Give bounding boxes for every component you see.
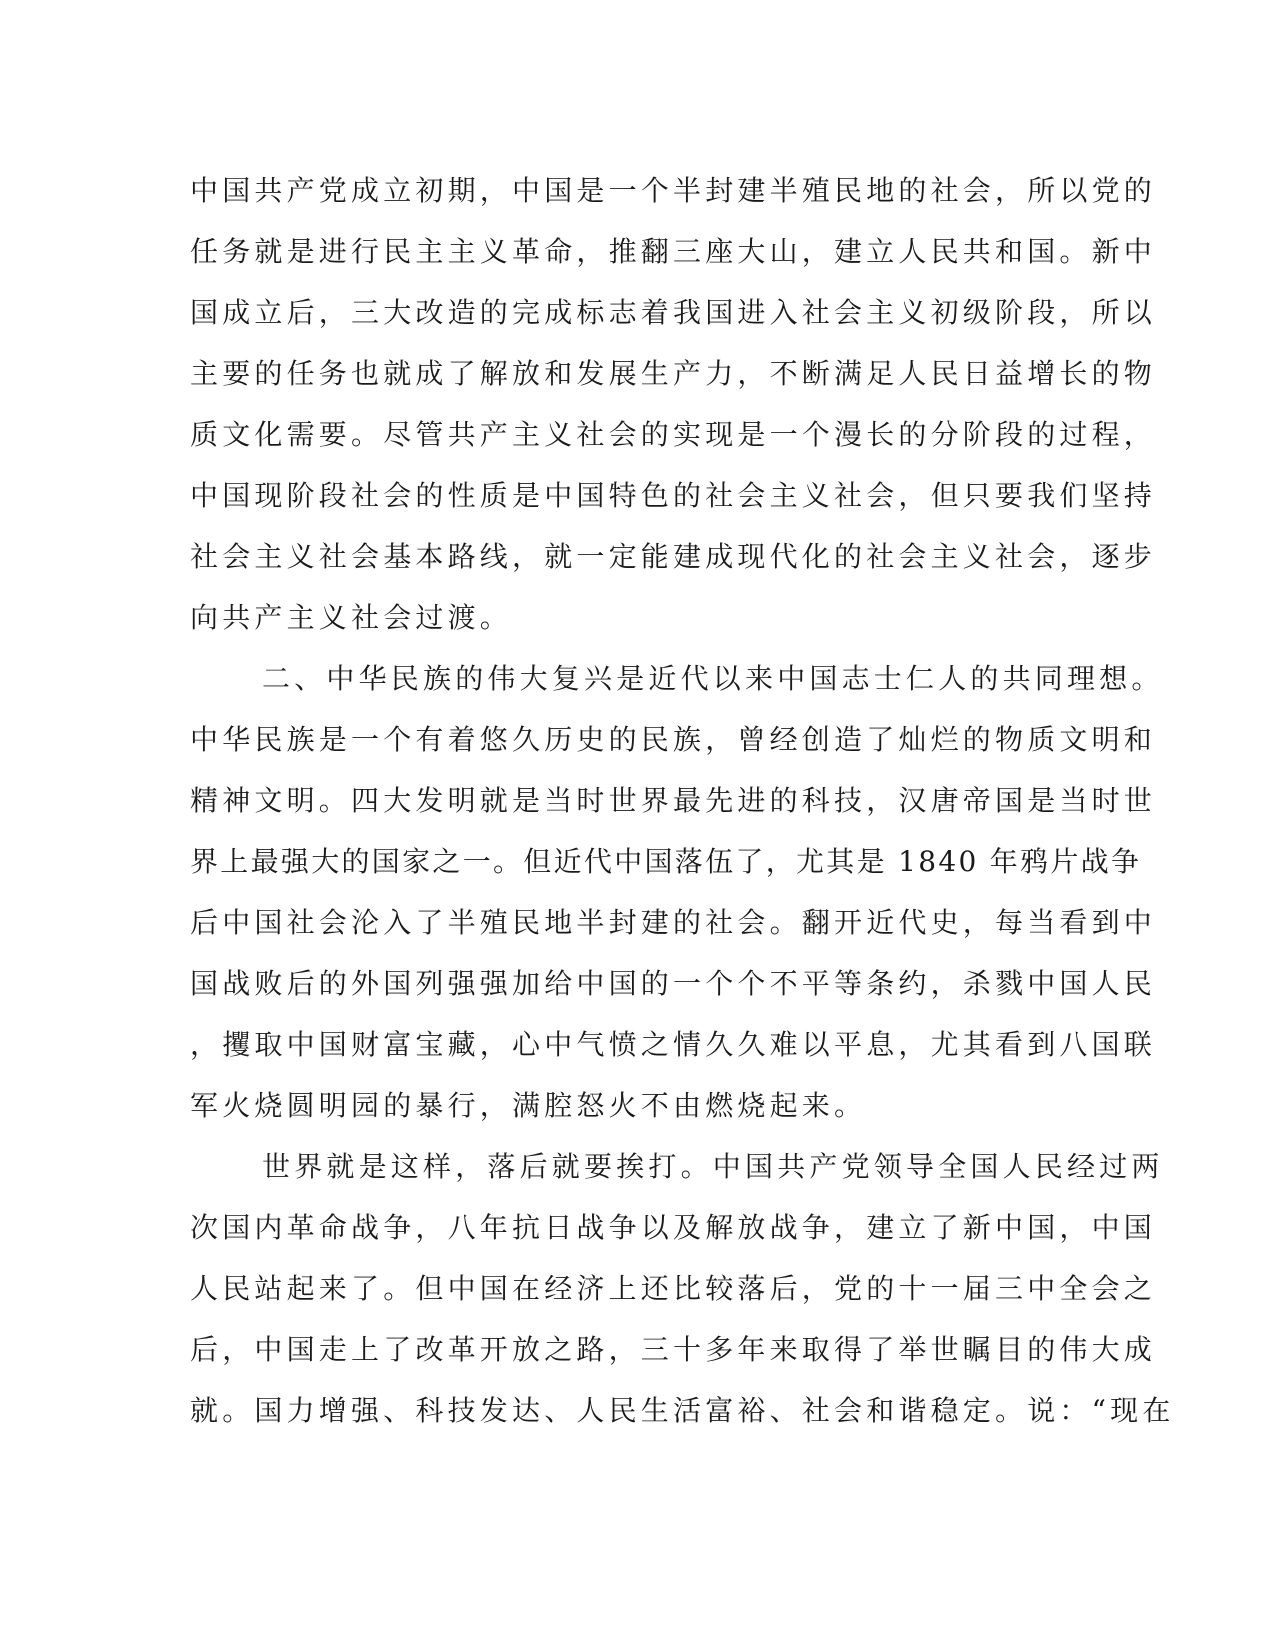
text-line: ，攫取中国财富宝藏，心中气愤之情久久难以平息，尤其看到八国联 — [190, 1028, 1157, 1061]
text-line: 人民站起来了。但中国在经济上还比较落后，党的十一届三中全会之 — [190, 1272, 1157, 1305]
text-line: 国战败后的外国列强强加给中国的一个个不平等条约，杀戮中国人民 — [190, 967, 1157, 1000]
text-line: 中国现阶段社会的性质是中国特色的社会主义社会，但只要我们坚持 — [190, 479, 1157, 512]
text-line: 国成立后，三大改造的完成标志着我国进入社会主义初级阶段，所以 — [190, 296, 1157, 329]
text-line: 向共产主义社会过渡。 — [190, 601, 513, 634]
text-line: 次国内革命战争，八年抗日战争以及解放战争，建立了新中国，中国 — [190, 1211, 1157, 1244]
text-line: 任务就是进行民主主义革命，推翻三座大山，建立人民共和国。新中 — [190, 235, 1157, 268]
text-line: 后，中国走上了改革开放之路，三十多年来取得了举世瞩目的伟大成 — [190, 1333, 1157, 1366]
text-line: 中国共产党成立初期，中国是一个半封建半殖民地的社会，所以党的 — [190, 174, 1157, 207]
paragraph-first-line: 二、中华民族的伟大复兴是近代以来中国志士仁人的共同理想。 — [262, 662, 1164, 695]
text-line: 军火烧圆明园的暴行，满腔怒火不由燃烧起来。 — [190, 1089, 867, 1122]
paragraph-first-line: 世界就是这样，落后就要挨打。中国共产党领导全国人民经过两 — [262, 1150, 1164, 1183]
body-text — [190, 160, 1175, 1441]
text-line: 界上最强大的国家之一。但近代中国落伍了，尤其是 1840 年鸦片战争 — [190, 845, 1142, 878]
text-line: 中华民族是一个有着悠久历史的民族，曾经创造了灿烂的物质文明和 — [190, 723, 1157, 756]
text-line: 精神文明。四大发明就是当时世界最先进的科技，汉唐帝国是当时世 — [190, 784, 1157, 817]
text-line: 主要的任务也就成了解放和发展生产力，不断满足人民日益增长的物 — [190, 357, 1157, 390]
text-line: 质文化需要。尽管共产主义社会的实现是一个漫长的分阶段的过程， — [190, 418, 1157, 451]
text-line: 就。国力增强、科技发达、人民生活富裕、社会和谐稳定。说：“现在 — [190, 1394, 1175, 1427]
text-line: 后中国社会沦入了半殖民地半封建的社会。翻开近代史，每当看到中 — [190, 906, 1157, 939]
text-line: 社会主义社会基本路线，就一定能建成现代化的社会主义社会，逐步 — [190, 540, 1157, 573]
